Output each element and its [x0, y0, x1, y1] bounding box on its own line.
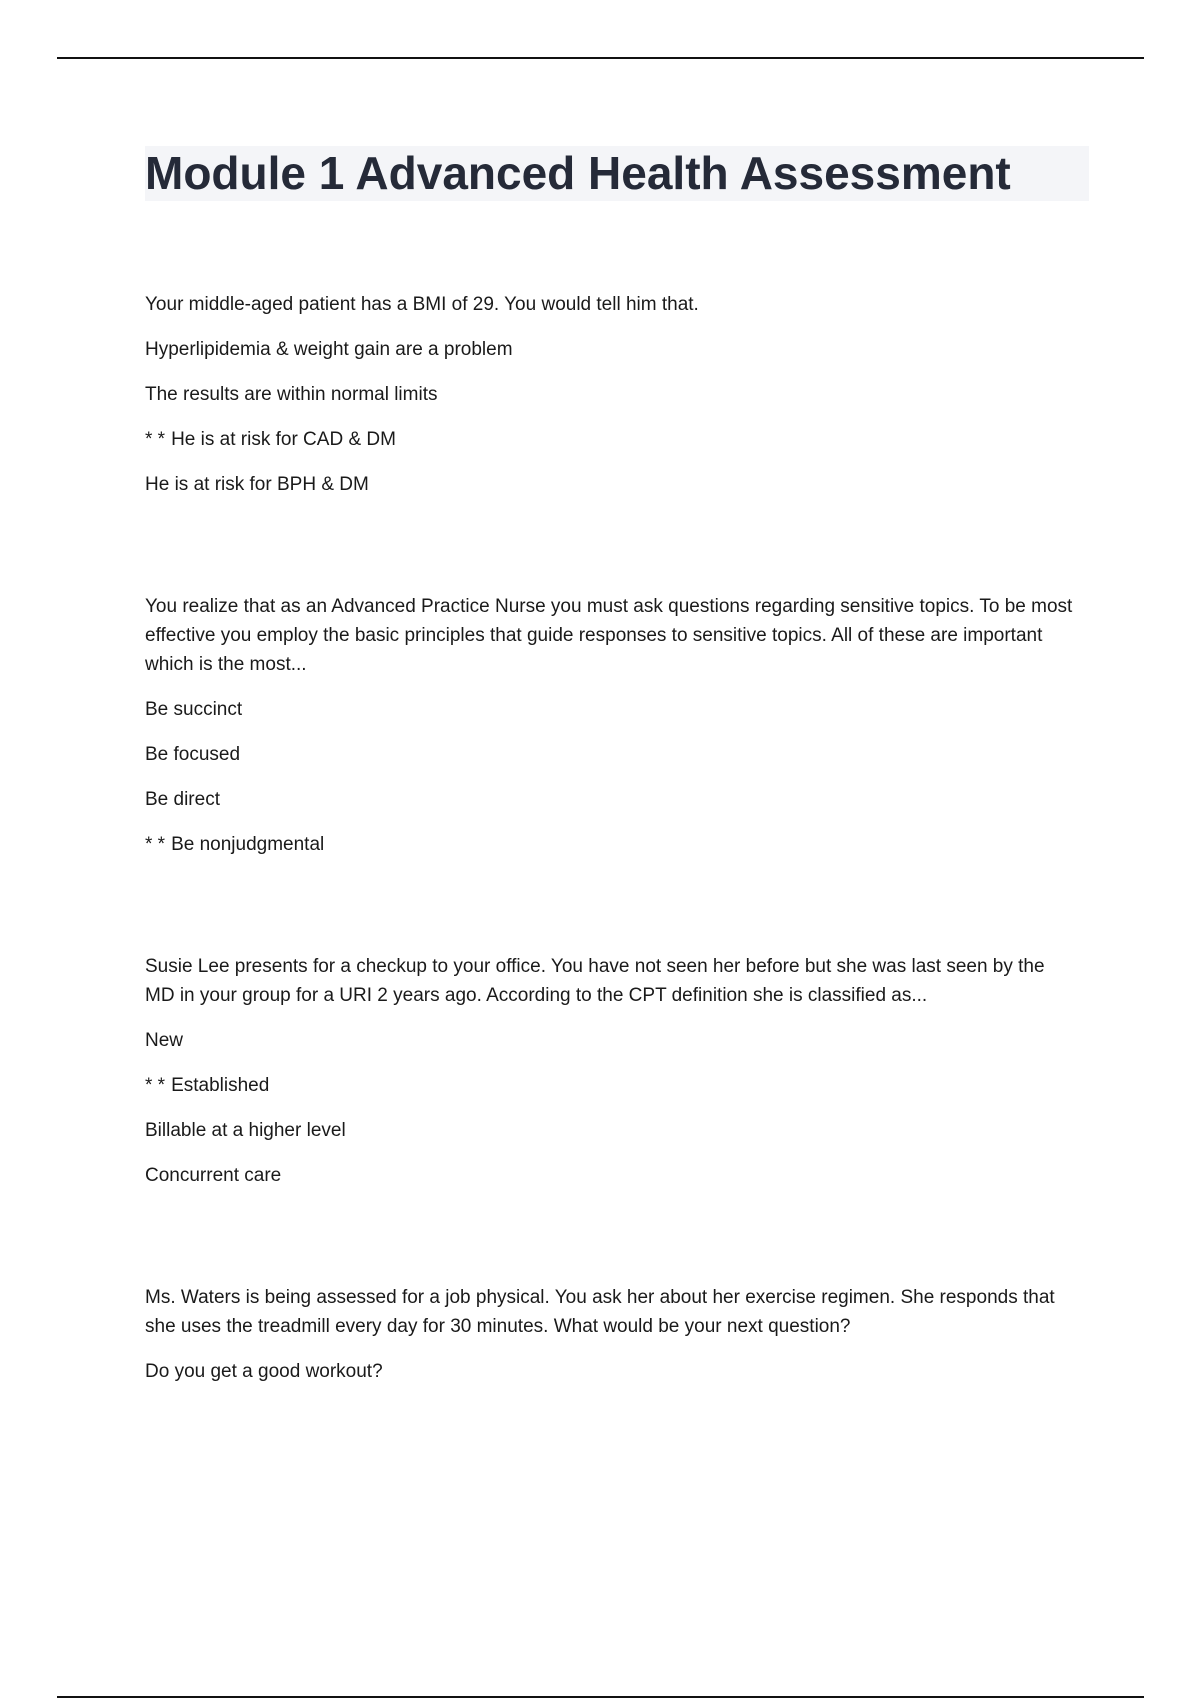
- answer-option: [145, 1116, 1075, 1145]
- option-text: Be direct: [145, 789, 220, 810]
- correct-answer-option: [145, 425, 1075, 454]
- option-text: He is at risk for CAD & DM: [171, 429, 396, 450]
- title-banner: [145, 146, 1089, 201]
- page-title: Module 1 Advanced Health Assessment: [145, 147, 1011, 199]
- question-prompt: Ms. Waters is being assessed for a job physical. You ask her about her exercise regimen. She responds that she uses the treadmill every day for 30 minutes. What would be your next question?: [145, 1287, 1055, 1337]
- answer-option: [145, 1026, 1075, 1055]
- option-text: Be nonjudgmental: [171, 834, 325, 855]
- option-text: Be focused: [145, 744, 241, 765]
- option-text: Billable at a higher level: [145, 1120, 346, 1141]
- option-text: Do you get a good workout?: [145, 1361, 383, 1382]
- header-rule: [57, 57, 1144, 59]
- option-text: He is at risk for BPH & DM: [145, 474, 369, 495]
- answer-option: [145, 785, 1075, 814]
- question-prompt: You realize that as an Advanced Practice Nurse you must ask questions regarding sensitive topics. To be most effective you employ the basic principles that guide responses to sensitive topics. All of these are important which is the most...: [145, 596, 1073, 675]
- answer-option: [145, 470, 1075, 499]
- question-prompt: Susie Lee presents for a checkup to your office. You have not seen her before but she was last seen by the MD in your group for a URI 2 years ago. According to the CPT definition she is classified as...: [145, 956, 1045, 1006]
- question-prompt: Your middle-aged patient has a BMI of 29. You would tell him that.: [145, 294, 699, 315]
- answer-option: [145, 380, 1075, 409]
- correct-marker: * *: [145, 1075, 166, 1096]
- footer-rule: [57, 1696, 1144, 1698]
- correct-answer-option: [145, 1071, 1075, 1100]
- question-list: [145, 290, 1075, 1402]
- option-text: The results are within normal limits: [145, 384, 438, 405]
- option-text: Hyperlipidemia & weight gain are a problem: [145, 339, 513, 360]
- correct-answer-option: [145, 830, 1075, 859]
- question-block: [145, 952, 1075, 1190]
- option-text: Concurrent care: [145, 1165, 282, 1186]
- correct-marker: * *: [145, 834, 166, 855]
- correct-marker: * *: [145, 429, 166, 450]
- answer-option: [145, 335, 1075, 364]
- answer-option: [145, 740, 1075, 769]
- answer-option: [145, 695, 1075, 724]
- answer-option: [145, 1357, 1075, 1386]
- option-text: Be succinct: [145, 699, 243, 720]
- question-block: [145, 290, 1075, 499]
- option-text: New: [145, 1030, 184, 1051]
- option-text: Established: [171, 1075, 270, 1096]
- answer-option: [145, 1161, 1075, 1190]
- question-block: [145, 1283, 1075, 1386]
- question-block: [145, 592, 1075, 859]
